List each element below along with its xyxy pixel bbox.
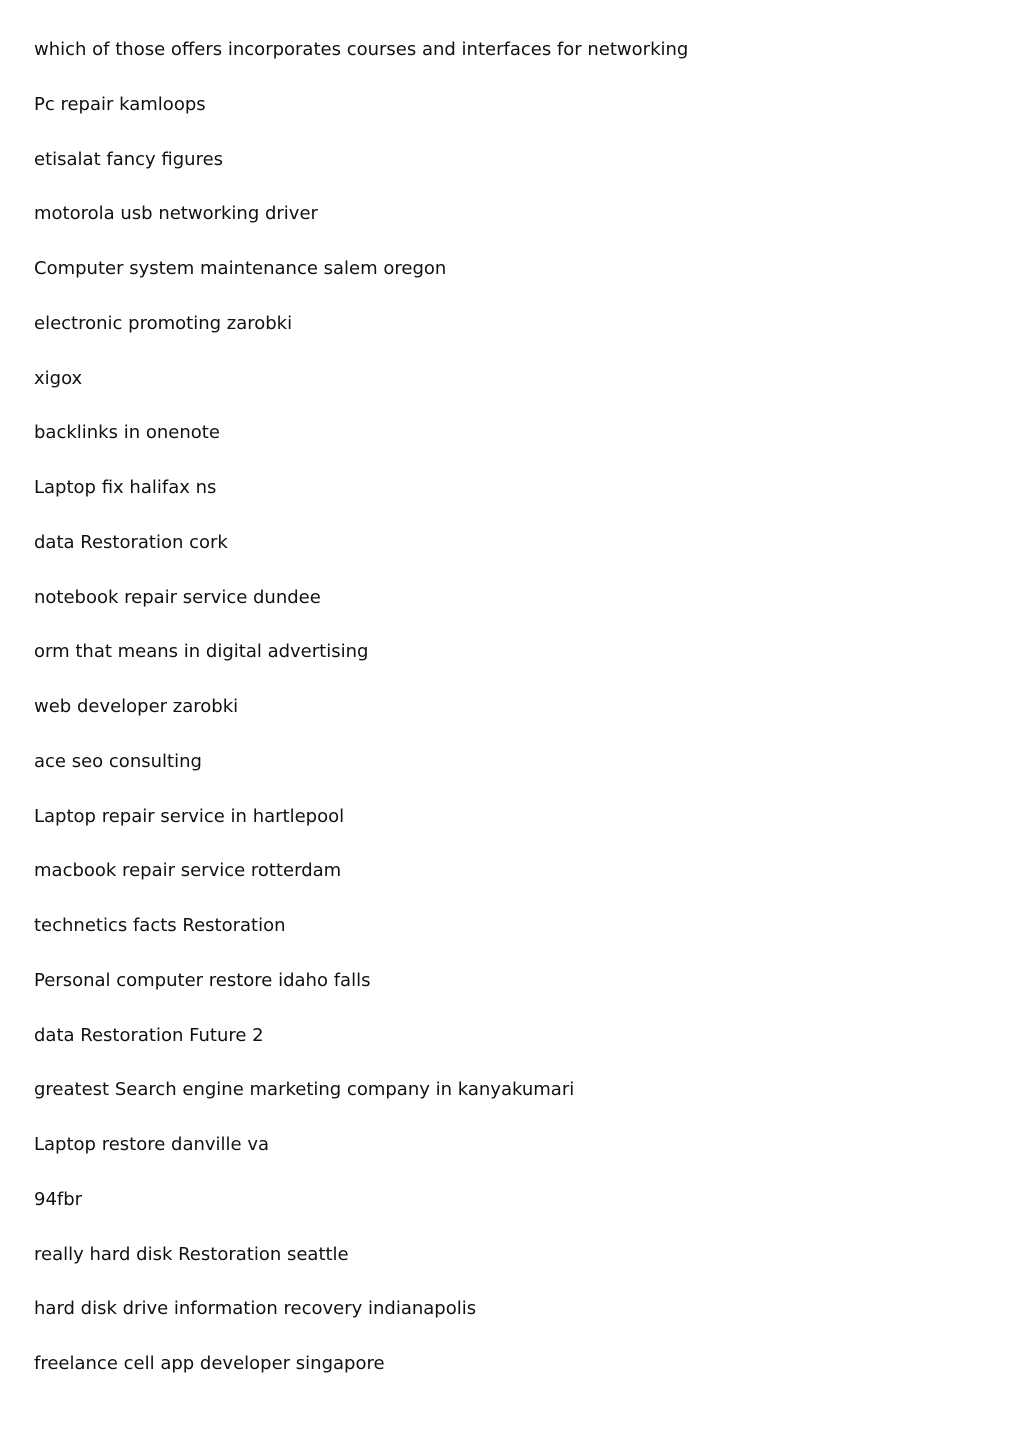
text-line: orm that means in digital advertising xyxy=(34,641,369,663)
text-line: notebook repair service dundee xyxy=(34,586,321,608)
text-line: greatest Search engine marketing company in kanyakumari xyxy=(34,1079,575,1101)
text-line: Personal computer restore idaho falls xyxy=(34,969,371,991)
text-line: Laptop fix halifax ns xyxy=(34,477,217,498)
text-line: really hard disk Restoration seattle xyxy=(34,1243,349,1265)
text-line: xigox xyxy=(34,367,83,389)
text-line: Computer system maintenance salem oregon xyxy=(34,258,447,279)
text-line: hard disk drive information recovery indianapolis xyxy=(34,1298,477,1320)
text-line: 94fbr xyxy=(34,1188,83,1210)
text-line: data Restoration Future 2 xyxy=(34,1024,264,1046)
text-line: Laptop repair service in hartlepool xyxy=(34,805,345,827)
text-line-list xyxy=(34,38,984,1407)
text-line: freelance cell app developer singapore xyxy=(34,1353,385,1374)
text-line: technetics facts Restoration xyxy=(34,915,286,936)
text-line: data Restoration cork xyxy=(34,531,228,553)
text-line: Laptop restore danville va xyxy=(34,1134,270,1155)
text-line: backlinks in onenote xyxy=(34,422,220,444)
text-line: electronic promoting zarobki xyxy=(34,312,293,334)
text-line: macbook repair service rotterdam xyxy=(34,860,342,882)
text-line: which of those offers incorporates courses and interfaces for networking xyxy=(34,39,689,60)
text-line: etisalat fancy figures xyxy=(34,148,224,170)
text-line: motorola usb networking driver xyxy=(34,203,318,225)
text-line: Pc repair kamloops xyxy=(34,93,206,115)
text-line: web developer zarobki xyxy=(34,696,239,717)
text-line: ace seo consulting xyxy=(34,750,202,772)
